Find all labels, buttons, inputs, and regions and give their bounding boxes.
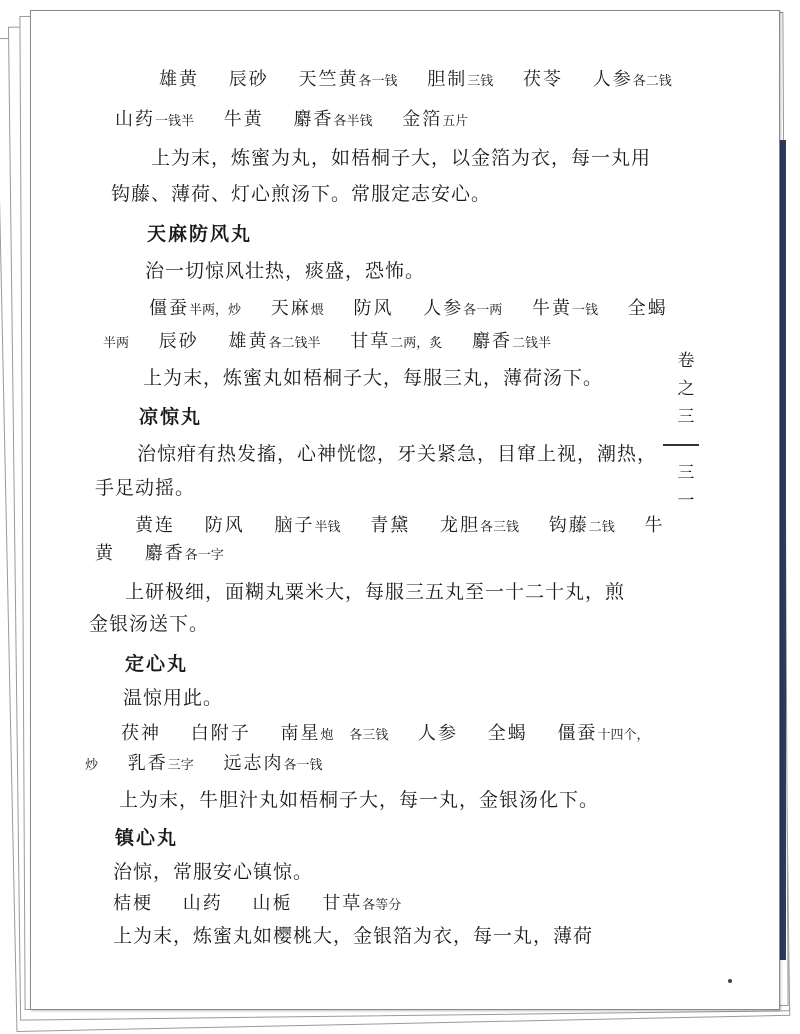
ingredient-dose: 各三钱 [349, 728, 389, 743]
ingredient-name: 全蝎 [627, 298, 668, 319]
ingredient-dose: 各二钱半 [268, 336, 321, 351]
ingredient-dose: 二钱半 [511, 336, 551, 351]
ingredient-name: 辰砂 [228, 69, 269, 90]
ingredient-name: 僵蚕 [149, 298, 189, 319]
ingredient-dose: 各一两 [463, 303, 503, 318]
ingredient-name: 天麻 [270, 298, 311, 319]
indication-text: 治惊疳有热发搐，心神恍惚，牙关紧急，目窜上视，潮热， [137, 443, 658, 465]
ingredient-line [135, 513, 686, 541]
ingredient-dose: 煨 [310, 303, 324, 318]
ingredient-name: 牛黄 [531, 298, 572, 319]
ingredient-name: 白附子 [190, 723, 251, 744]
ingredient-name: 山栀 [252, 893, 293, 914]
prescription-title: 定心丸 [125, 653, 189, 675]
ingredient-name: 麝香 [144, 543, 185, 564]
ingredient-line [95, 541, 246, 569]
ingredient-name: 乳香 [127, 753, 168, 774]
ingredient-dose: 三字 [167, 758, 194, 773]
ingredient-name: 人参 [592, 69, 633, 90]
ingredient-dose: 各二钱 [632, 74, 672, 89]
ingredient-dose: 炒 [85, 758, 99, 773]
usage-text: 钩藤、薄荷、灯心煎汤下。常服定志安心。 [111, 183, 492, 205]
ingredient-name: 山药 [182, 893, 223, 914]
ingredient-name: 麝香 [471, 331, 512, 352]
ingredient-name: 防风 [204, 515, 245, 536]
ingredient-name: 脑子 [274, 515, 315, 536]
indication-text: 手足动摇。 [95, 477, 196, 499]
ingredient-name: 南星 [280, 723, 321, 744]
usage-text: 上为末，炼蜜丸如樱桃大，金银箔为衣，每一丸，薄荷 [113, 925, 594, 947]
ingredient-dose: 各一字 [184, 548, 224, 563]
ingredient-name: 天竺黄 [298, 69, 359, 90]
ingredient-line [159, 67, 694, 95]
marker-divider [663, 444, 699, 446]
ingredient-name: 防风 [353, 298, 394, 319]
ingredient-name: 茯苓 [522, 69, 563, 90]
ingredient-dose: 一钱 [571, 303, 598, 318]
ingredient-dose: 二钱 [588, 520, 615, 535]
ingredient-line [113, 891, 423, 919]
ingredient-name: 龙胆 [439, 515, 480, 536]
usage-text: 上为末，牛胆汁丸如梧桐子大，每一丸，金银汤化下。 [119, 789, 600, 811]
ingredient-dose: 半钱 [314, 520, 341, 535]
ingredient-name: 全蝎 [487, 723, 528, 744]
ingredient-name: 牛黄 [223, 109, 264, 130]
ingredient-dose: 一钱半 [155, 114, 195, 129]
ingredient-line [121, 721, 671, 749]
ingredient-name: 麝香 [293, 109, 334, 130]
ingredient-dose: 各一钱 [358, 74, 398, 89]
prescription-title: 镇心丸 [115, 827, 179, 849]
ingredient-dose: 半两，炒 [189, 303, 242, 318]
usage-text: 上为末，炼蜜为丸，如梧桐子大，以金箔为衣，每一丸用 [151, 147, 652, 169]
ingredient-name: 人参 [423, 298, 464, 319]
prescription-title: 天麻防风丸 [147, 223, 253, 245]
ingredient-name: 桔梗 [113, 893, 153, 914]
ingredient-line [115, 107, 490, 135]
ingredient-name: 青黛 [370, 515, 411, 536]
ingredient-name: 辰砂 [158, 331, 199, 352]
ingredient-dose: 炮 [320, 728, 334, 743]
ingredient-name: 金箔 [402, 109, 443, 130]
ingredient-dose: 十四个， [597, 728, 650, 743]
ingredient-name: 雄黄 [159, 69, 199, 90]
indication-text: 治一切惊风壮热，痰盛，恐怖。 [145, 260, 426, 282]
indication-text: 温惊用此。 [123, 687, 224, 709]
ingredient-name: 甘草 [350, 331, 391, 352]
chapter-marker [671, 347, 701, 431]
ingredient-name: 钩藤 [548, 515, 589, 536]
usage-text: 金银汤送下。 [89, 613, 210, 635]
prescription-title: 凉惊丸 [139, 406, 203, 428]
ingredient-dose: 各三钱 [479, 520, 519, 535]
ingredient-name: 山药 [115, 109, 155, 130]
ingredient-name: 茯神 [121, 723, 161, 744]
page-number-marker [671, 459, 701, 515]
ingredient-dose: 五片 [442, 114, 469, 129]
ingredient-name: 牛 [644, 515, 665, 536]
ingredient-dose: 各等分 [362, 898, 402, 913]
ingredient-name: 黄 [95, 543, 115, 564]
ingredient-dose: 二两，炙 [390, 336, 443, 351]
page-number: 三一 [677, 463, 695, 511]
ingredient-name: 僵蚕 [557, 723, 598, 744]
ingredient-line [85, 751, 345, 779]
ingredient-name: 黄连 [135, 515, 175, 536]
usage-text: 上研极细，面糊丸粟米大，每服三五丸至一十二十丸，煎 [125, 581, 626, 603]
chapter-label: 卷之三 [677, 351, 695, 427]
ingredient-name: 雄黄 [228, 331, 269, 352]
indication-text: 治惊，常服安心镇惊。 [113, 861, 314, 883]
page-speck [728, 979, 732, 983]
ingredient-name: 远志肉 [223, 753, 284, 774]
ingredient-dose: 各一钱 [283, 758, 323, 773]
ingredient-line [149, 296, 690, 324]
usage-text: 上为末，炼蜜丸如梧桐子大，每服三丸，薄荷汤下。 [143, 367, 604, 389]
ingredient-name: 胆制 [427, 69, 468, 90]
ingredient-name: 甘草 [322, 893, 363, 914]
ingredient-line [103, 329, 573, 357]
ingredient-dose: 半两 [103, 336, 130, 351]
ingredient-dose: 三钱 [467, 74, 494, 89]
book-page [30, 10, 780, 1010]
ingredient-dose: 各半钱 [333, 114, 373, 129]
ingredient-name: 人参 [417, 723, 458, 744]
